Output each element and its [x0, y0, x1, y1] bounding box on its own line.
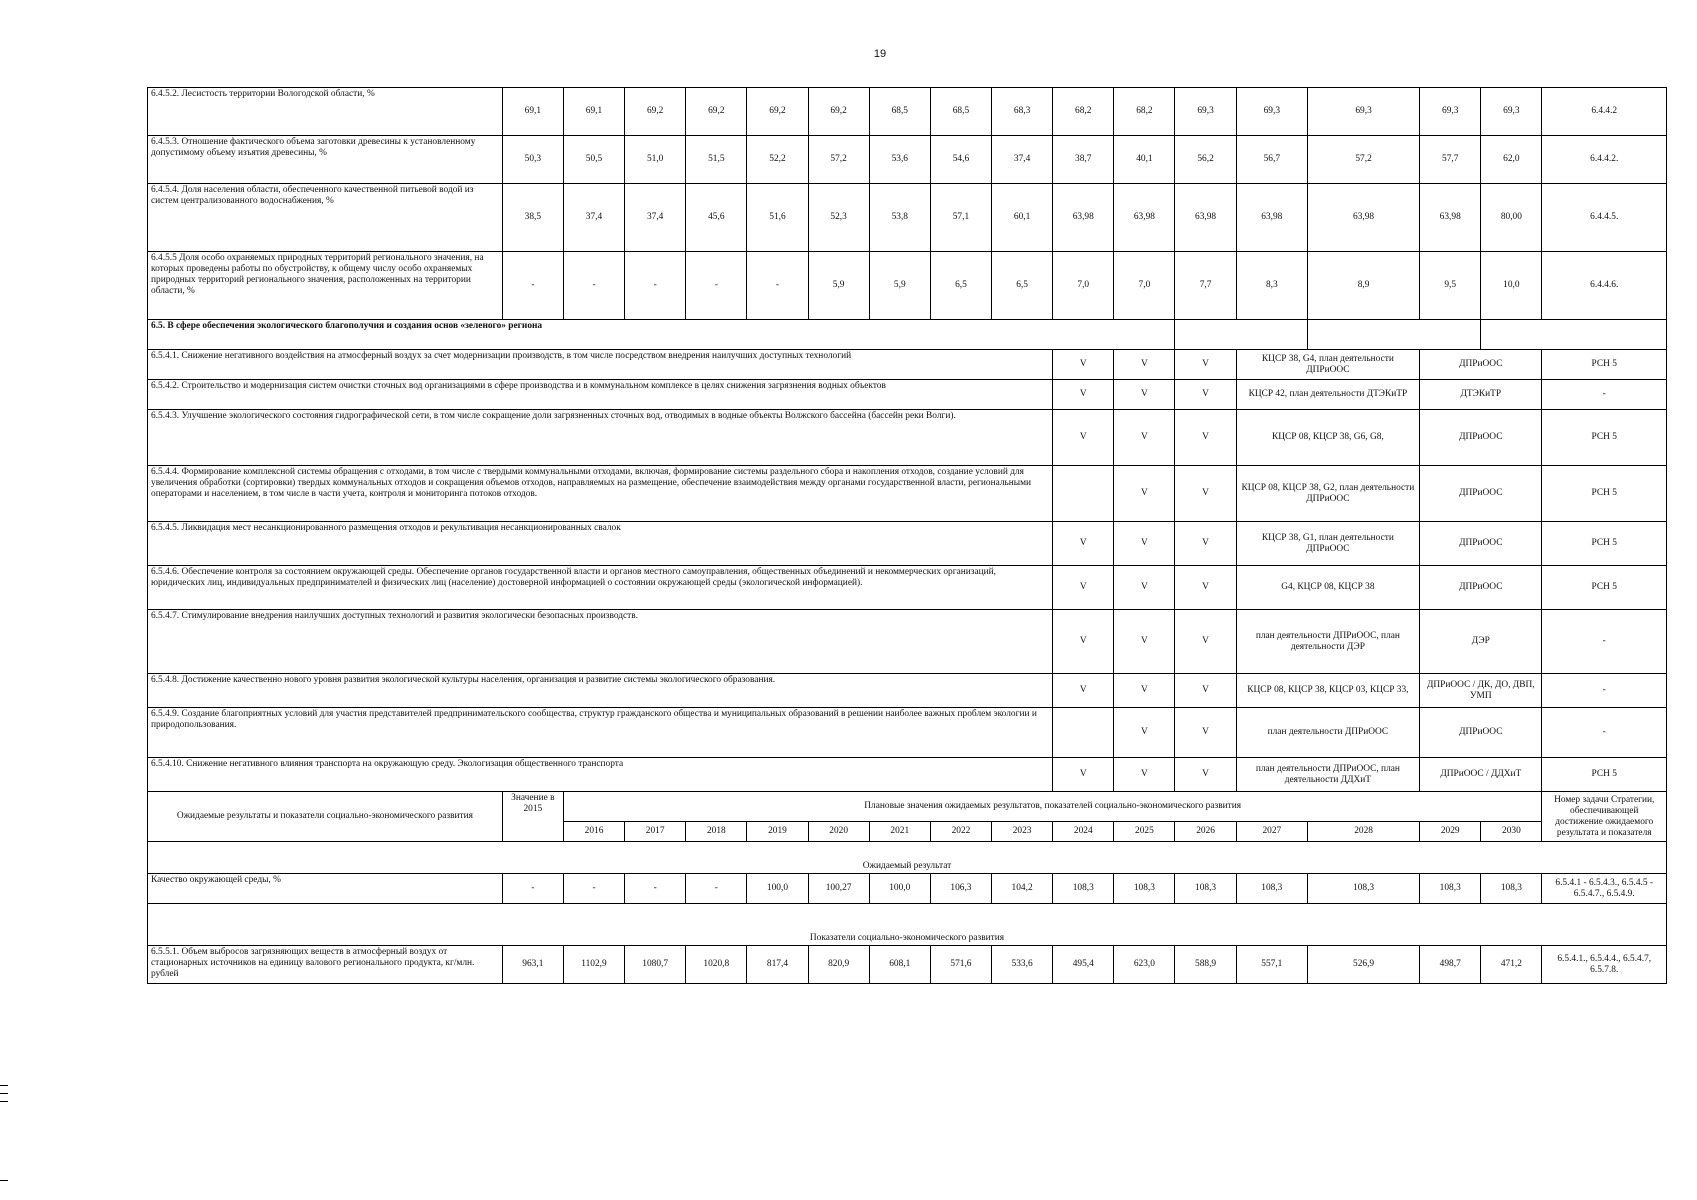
measure-row [148, 380, 1667, 410]
value-cell: 588,9 [1175, 946, 1236, 984]
value-cell: 7,7 [1175, 252, 1236, 320]
year-header: 2022 [930, 822, 991, 842]
margin-mark [0, 1093, 8, 1094]
value-cell: 608,1 [869, 946, 930, 984]
value-cell: 8,9 [1308, 252, 1420, 320]
value-cell: 471,2 [1481, 946, 1542, 984]
value-cell: 9,5 [1420, 252, 1481, 320]
value-cell: 53,6 [869, 136, 930, 184]
value-cell: 68,3 [992, 88, 1053, 136]
rsn-cell: РСН 5 [1542, 410, 1667, 466]
rsn-cell: - [1542, 380, 1667, 410]
check-mark: V [1053, 350, 1114, 380]
value-cell: 51,0 [625, 136, 686, 184]
year-header: 2021 [869, 822, 930, 842]
value-cell: 69,3 [1420, 88, 1481, 136]
task-number-cell: 6.4.4.2 [1542, 88, 1667, 136]
rsn-cell: - [1542, 610, 1667, 674]
check-mark: V [1053, 610, 1114, 674]
value-cell: 69,3 [1481, 88, 1542, 136]
check-mark: V [1114, 410, 1175, 466]
value-cell: 498,7 [1420, 946, 1481, 984]
indicator-row [148, 88, 1667, 136]
year-header: 2029 [1420, 822, 1481, 842]
value-cell: 57,1 [930, 184, 991, 252]
value-cell: 571,6 [930, 946, 991, 984]
value-cell: 69,1 [502, 88, 563, 136]
value-cell: 62,0 [1481, 136, 1542, 184]
value-cell: 50,5 [563, 136, 624, 184]
value-cell: 963,1 [502, 946, 563, 984]
value-cell: 51,5 [686, 136, 747, 184]
check-mark: V [1175, 674, 1236, 708]
value-cell: 820,9 [808, 946, 869, 984]
table-cell [1308, 320, 1481, 350]
check-mark: V [1175, 758, 1236, 792]
check-mark: V [1114, 674, 1175, 708]
value-cell: 10,0 [1481, 252, 1542, 320]
value-cell: 1102,9 [563, 946, 624, 984]
value-cell: 40,1 [1114, 136, 1175, 184]
value-cell: 623,0 [1114, 946, 1175, 984]
indicator-label: 6.5.5.1. Объем выбросов загрязняющих веществ в атмосферный воздух от стационарных источников на единицу валового регионального продукта, кг/млн. рублей [148, 946, 503, 984]
check-mark: V [1114, 758, 1175, 792]
check-mark: V [1175, 466, 1236, 522]
value-cell: 52,3 [808, 184, 869, 252]
value-cell: 80,00 [1481, 184, 1542, 252]
value-cell: 108,3 [1481, 874, 1542, 904]
year-header: 2024 [1053, 822, 1114, 842]
check-mark: V [1175, 350, 1236, 380]
value-cell: 68,5 [869, 88, 930, 136]
value-cell: - [686, 874, 747, 904]
year-header: 2025 [1114, 822, 1175, 842]
year-header: 2030 [1481, 822, 1542, 842]
value-cell: 108,3 [1114, 874, 1175, 904]
measure-text: 6.5.4.5. Ликвидация мест несанкционированного размещения отходов и рекультивация несанкционированных свалок [148, 522, 1053, 566]
value-cell: 63,98 [1053, 184, 1114, 252]
measure-row [148, 350, 1667, 380]
documents-cell: план деятельности ДПРиООС, план деятельности ДЭР [1236, 610, 1420, 674]
value-cell: 63,98 [1114, 184, 1175, 252]
base-year-header: Значение в 2015 [502, 792, 563, 842]
executor-cell: ДЭР [1420, 610, 1542, 674]
value-cell: 526,9 [1308, 946, 1420, 984]
value-cell: 557,1 [1236, 946, 1307, 984]
value-cell: 53,8 [869, 184, 930, 252]
indicators-title: Показатели социально-экономического развития [148, 904, 1667, 946]
table-cell [1175, 320, 1308, 350]
value-cell: 57,7 [1420, 136, 1481, 184]
margin-mark [0, 1085, 8, 1086]
value-cell: 56,7 [1236, 136, 1307, 184]
expected-result-title: Ожидаемый результат [148, 842, 1667, 874]
check-mark: V [1053, 566, 1114, 610]
measure-row [148, 410, 1667, 466]
measure-text: 6.5.4.7. Стимулирование внедрения наилучших доступных технологий и развития экологически безопасных производств. [148, 610, 1053, 674]
value-cell: - [747, 252, 808, 320]
result-label: Качество окружающей среды, % [148, 874, 503, 904]
value-cell: 495,4 [1053, 946, 1114, 984]
value-cell: 1080,7 [625, 946, 686, 984]
measure-row [148, 674, 1667, 708]
documents-cell: план деятельности ДПРиООС, план деятельности ДДХиТ [1236, 758, 1420, 792]
value-cell: 51,6 [747, 184, 808, 252]
value-cell: 68,5 [930, 88, 991, 136]
documents-cell: КЦСР 08, КЦСР 38, G6, G8, [1236, 410, 1420, 466]
task-header: Номер задачи Стратегии, обеспечивающей достижение ожидаемого результата и показателя [1542, 792, 1667, 842]
year-header: 2023 [992, 822, 1053, 842]
plan-header: Плановые значения ожидаемых результатов, показателей социально-экономического развития [563, 792, 1542, 822]
check-mark [1053, 466, 1114, 522]
rsn-cell: РСН 5 [1542, 758, 1667, 792]
value-cell: 68,2 [1114, 88, 1175, 136]
measure-text: 6.5.4.6. Обеспечение контроля за состоянием окружающей среды. Обеспечение органов государственной власти и органов местного самоуправления, общественных объединений и некоммерческих организаций, юридических лиц, индивидуальных предпринимателей и физических лиц (население) достоверной информацией о состоянии окружающей среды (экологической информацией). [148, 566, 1053, 610]
section-title: 6.5. В сфере обеспечения экологического благополучия и создания основ «зеленого» региона [148, 320, 1175, 350]
measure-row [148, 610, 1667, 674]
measure-text: 6.5.4.8. Достижение качественно нового уровня развития экологической культуры населения, организация и развитие системы экологического образования. [148, 674, 1053, 708]
value-cell: 69,1 [563, 88, 624, 136]
executor-cell: ДПРиООС / ДК, ДО, ДВП, УМП [1420, 674, 1542, 708]
documents-cell: КЦСР 38, G1, план деятельности ДПРиООС [1236, 522, 1420, 566]
documents-cell: G4, КЦСР 08, КЦСР 38 [1236, 566, 1420, 610]
check-mark: V [1114, 610, 1175, 674]
value-cell: 69,3 [1175, 88, 1236, 136]
value-cell: 63,98 [1236, 184, 1307, 252]
check-mark: V [1175, 522, 1236, 566]
check-mark: V [1114, 522, 1175, 566]
value-cell: 63,98 [1308, 184, 1420, 252]
value-cell: - [563, 874, 624, 904]
value-cell: 69,3 [1236, 88, 1307, 136]
measure-row [148, 708, 1667, 758]
check-mark: V [1053, 758, 1114, 792]
value-cell: 106,3 [930, 874, 991, 904]
documents-cell: план деятельности ДПРиООС [1236, 708, 1420, 758]
measure-row [148, 466, 1667, 522]
value-cell: 63,98 [1175, 184, 1236, 252]
result-row [148, 874, 1667, 904]
section-header-row [148, 320, 1667, 350]
value-cell: 100,0 [869, 874, 930, 904]
year-header: 2018 [686, 822, 747, 842]
value-cell: 7,0 [1053, 252, 1114, 320]
value-cell: 52,2 [747, 136, 808, 184]
check-mark: V [1175, 566, 1236, 610]
check-mark: V [1053, 410, 1114, 466]
task-number-cell: 6.5.4.1 - 6.5.4.3., 6.5.4.5 - 6.5.4.7., 6.5.4.9. [1542, 874, 1667, 904]
measure-text: 6.5.4.3. Улучшение экологического состояния гидрографической сети, в том числе сокращение доли загрязненных сточных вод, отводимых в водные объекты Волжского бассейна (бассейн реки Волги). [148, 410, 1053, 466]
measure-row [148, 522, 1667, 566]
documents-cell: КЦСР 08, КЦСР 38, КЦСР 03, КЦСР 33, [1236, 674, 1420, 708]
value-cell: 50,3 [502, 136, 563, 184]
table-body [148, 88, 1667, 984]
indicator-row [148, 252, 1667, 320]
measure-text: 6.5.4.4. Формирование комплексной системы обращения с отходами, в том числе с твердыми коммунальными отходами, включая, формирование системы раздельного сбора и накопления отходов, создание условий для увеличения обработки (сортировки) твердых коммунальных отходов и сокращения объемов отходов, направляемых на размещение, обеспечение взаимодействия между органами государственной власти, региональными операторами и населением, в том числе в части учета, контроля и мониторинга потоков отходов. [148, 466, 1053, 522]
check-mark: V [1114, 380, 1175, 410]
margin-mark [0, 1180, 8, 1181]
executor-cell: ДПРиООС [1420, 566, 1542, 610]
table-cell [1481, 320, 1667, 350]
results-header-row [148, 792, 1667, 822]
indicator-label: 6.4.5.2. Лесистость территории Вологодской области, % [148, 88, 503, 136]
indicator-label: 6.4.5.4. Доля населения области, обеспеченного качественной питьевой водой из систем централизованного водоснабжения, % [148, 184, 503, 252]
value-cell: 63,98 [1420, 184, 1481, 252]
value-cell: - [563, 252, 624, 320]
check-mark: V [1114, 350, 1175, 380]
documents-cell: КЦСР 08, КЦСР 38, G2, план деятельности ДПРиООС [1236, 466, 1420, 522]
indicator-row [148, 136, 1667, 184]
value-cell: 69,3 [1308, 88, 1420, 136]
year-header: 2028 [1308, 822, 1420, 842]
measure-row [148, 758, 1667, 792]
executor-cell: ДПРиООС [1420, 522, 1542, 566]
check-mark: V [1175, 380, 1236, 410]
value-cell: 5,9 [869, 252, 930, 320]
year-header: 2020 [808, 822, 869, 842]
check-mark [1053, 708, 1114, 758]
indicator-row [148, 184, 1667, 252]
value-cell: 60,1 [992, 184, 1053, 252]
check-mark: V [1175, 610, 1236, 674]
value-cell: 7,0 [1114, 252, 1175, 320]
value-cell: 817,4 [747, 946, 808, 984]
value-cell: 37,4 [563, 184, 624, 252]
executor-cell: ДПРиООС [1420, 350, 1542, 380]
executor-cell: ДПРиООС [1420, 410, 1542, 466]
rsn-cell: РСН 5 [1542, 566, 1667, 610]
value-cell: 45,6 [686, 184, 747, 252]
value-cell: - [502, 874, 563, 904]
value-cell: 100,0 [747, 874, 808, 904]
year-header: 2026 [1175, 822, 1236, 842]
results-header-label: Ожидаемые результаты и показатели социально-экономического развития [148, 792, 503, 842]
measure-text: 6.5.4.9. Создание благоприятных условий для участия представителей предпринимательского сообщества, структур гражданского общества и муниципальных образований в решении наиболее важных проблем экологии и природопользования. [148, 708, 1053, 758]
subtitle-row [148, 842, 1667, 874]
check-mark: V [1053, 674, 1114, 708]
value-cell: 69,2 [808, 88, 869, 136]
task-number-cell: 6.4.4.2. [1542, 136, 1667, 184]
value-cell: 54,6 [930, 136, 991, 184]
check-mark: V [1053, 522, 1114, 566]
value-cell: 69,2 [686, 88, 747, 136]
strategy-table [147, 87, 1667, 984]
value-cell: - [686, 252, 747, 320]
value-cell: 5,9 [808, 252, 869, 320]
documents-cell: КЦСР 38, G4, план деятельности ДПРиООС [1236, 350, 1420, 380]
check-mark: V [1114, 466, 1175, 522]
value-cell: 1020,8 [686, 946, 747, 984]
value-cell: 38,5 [502, 184, 563, 252]
value-cell: - [625, 874, 686, 904]
value-cell: - [625, 252, 686, 320]
value-cell: 6,5 [930, 252, 991, 320]
measure-text: 6.5.4.1. Снижение негативного воздействия на атмосферный воздух за счет модернизации производств, в том числе посредством внедрения наилучших доступных технологий [148, 350, 1053, 380]
task-number-cell: 6.5.4.1., 6.5.4.4., 6.5.4.7, 6.5.7.8. [1542, 946, 1667, 984]
page-number: 19 [873, 48, 887, 60]
executor-cell: ДПРиООС [1420, 708, 1542, 758]
value-cell: 38,7 [1053, 136, 1114, 184]
value-cell: 6,5 [992, 252, 1053, 320]
year-header: 2016 [563, 822, 624, 842]
value-cell: 108,3 [1175, 874, 1236, 904]
check-mark: V [1114, 708, 1175, 758]
measure-text: 6.5.4.2. Строительство и модернизация систем очистки сточных вод организациями в сфере производства и в коммунальном комплексе в целях снижения загрязнения водных объектов [148, 380, 1053, 410]
value-cell: 8,3 [1236, 252, 1307, 320]
value-cell: 68,2 [1053, 88, 1114, 136]
value-cell: 56,2 [1175, 136, 1236, 184]
value-cell: 108,3 [1236, 874, 1307, 904]
executor-cell: ДТЭКиТР [1420, 380, 1542, 410]
value-cell: 100,27 [808, 874, 869, 904]
check-mark: V [1175, 708, 1236, 758]
rsn-cell: РСН 5 [1542, 350, 1667, 380]
rsn-cell: РСН 5 [1542, 466, 1667, 522]
value-cell: 104,2 [992, 874, 1053, 904]
executor-cell: ДПРиООС [1420, 466, 1542, 522]
rsn-cell: - [1542, 674, 1667, 708]
margin-mark [0, 1101, 8, 1102]
value-cell: 57,2 [808, 136, 869, 184]
value-cell: 57,2 [1308, 136, 1420, 184]
task-number-cell: 6.4.4.5. [1542, 184, 1667, 252]
executor-cell: ДПРиООС / ДДХиТ [1420, 758, 1542, 792]
task-number-cell: 6.4.4.6. [1542, 252, 1667, 320]
rsn-cell: - [1542, 708, 1667, 758]
measure-text: 6.5.4.10. Снижение негативного влияния транспорта на окружающую среду. Экологизация общественного транспорта [148, 758, 1053, 792]
value-cell: 108,3 [1420, 874, 1481, 904]
value-cell: 108,3 [1053, 874, 1114, 904]
indicator-row [148, 946, 1667, 984]
value-cell: - [502, 252, 563, 320]
value-cell: 108,3 [1308, 874, 1420, 904]
measure-row [148, 566, 1667, 610]
subtitle-row [148, 904, 1667, 946]
documents-cell: КЦСР 42, план деятельности ДТЭКиТР [1236, 380, 1420, 410]
value-cell: 69,2 [747, 88, 808, 136]
check-mark: V [1114, 566, 1175, 610]
value-cell: 533,6 [992, 946, 1053, 984]
value-cell: 37,4 [992, 136, 1053, 184]
check-mark: V [1175, 410, 1236, 466]
year-header: 2017 [625, 822, 686, 842]
rsn-cell: РСН 5 [1542, 522, 1667, 566]
check-mark: V [1053, 380, 1114, 410]
value-cell: 37,4 [625, 184, 686, 252]
year-header: 2027 [1236, 822, 1307, 842]
value-cell: 69,2 [625, 88, 686, 136]
year-header: 2019 [747, 822, 808, 842]
indicator-label: 6.4.5.5 Доля особо охраняемых природных территорий регионального значения, на которых проведены работы по обустройству, к общему числу особо охраняемых природных территорий регионального значения, расположенных на территории области, % [148, 252, 503, 320]
indicator-label: 6.4.5.3. Отношение фактического объема заготовки древесины к установленному допустимому объему изъятия древесины, % [148, 136, 503, 184]
